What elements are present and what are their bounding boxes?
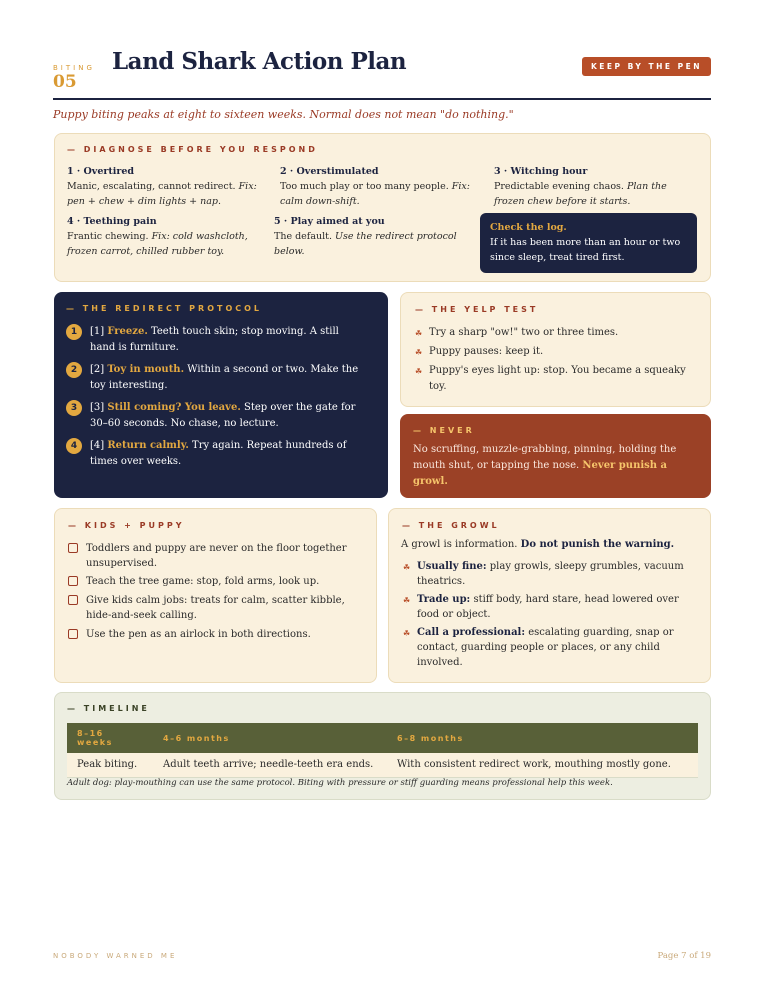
cause-title: 2 · Overstimulated bbox=[280, 166, 379, 177]
check-log-callout bbox=[480, 213, 697, 273]
timeline-footnote: Adult dog: play-mouthing can use the same protocol. Biting with pressure or stiff guarding means professional help this week. bbox=[67, 778, 613, 788]
paw-icon: ☘ bbox=[403, 629, 411, 638]
keep-badge: KEEP BY THE PEN bbox=[582, 57, 711, 76]
page-header bbox=[53, 48, 711, 100]
cause-title: 4 · Teething pain bbox=[67, 216, 157, 227]
yelp-item: ☘ Try a sharp "ow!" two or three times. bbox=[415, 325, 695, 341]
timeline-col-header: 4–6 months bbox=[153, 723, 387, 753]
paw-icon: ☘ bbox=[415, 348, 423, 357]
footer-page-number: Page 7 of 19 bbox=[657, 951, 711, 961]
kids-checklist-item: Use the pen as an airlock in both directions. bbox=[68, 627, 368, 642]
redirect-step-1: 1 [1] Freeze. Teeth touch skin; stop moving. A still hand is furniture. bbox=[66, 324, 366, 356]
paw-icon: ☘ bbox=[415, 367, 423, 376]
section-kicker: BITING bbox=[53, 64, 95, 72]
growl-heading: — THE GROWL bbox=[402, 521, 500, 530]
step-number: 3 bbox=[66, 400, 82, 416]
growl-intro: A growl is information. Do not punish the warning. bbox=[401, 539, 675, 550]
check-log-text: If it has been more than an hour or two since sleep, treat tired first. bbox=[490, 237, 681, 263]
checkbox-icon bbox=[68, 595, 78, 605]
checkbox-icon bbox=[68, 543, 78, 553]
never-card bbox=[400, 414, 711, 498]
page-subtitle: Puppy biting peaks at eight to sixteen weeks. Normal does not mean "do nothing." bbox=[53, 108, 514, 121]
cause-overtired: 1 · Overtired Manic, escalating, cannot redirect. Fix: pen + chew + dim lights + nap. bbox=[67, 164, 272, 209]
checkbox-icon bbox=[68, 629, 78, 639]
timeline-cell: With consistent redirect work, mouthing mostly gone. bbox=[387, 753, 698, 777]
diagnose-card bbox=[54, 133, 711, 282]
redirect-step-3: 3 [3] Still coming? You leave. Step over the gate for 30–60 seconds. No chase, no lecture. bbox=[66, 400, 366, 432]
growl-item: ☘ Trade up: stiff body, hard stare, head lowered over food or object. bbox=[403, 594, 679, 620]
redirect-heading: — THE REDIRECT PROTOCOL bbox=[66, 304, 263, 313]
growl-item: ☘ Call a professional: escalating guarding, snap or contact, guarding people or places, or any child involved. bbox=[403, 627, 674, 668]
growl-item: ☘ Usually fine: play growls, sleepy grumbles, vacuum theatrics. bbox=[403, 561, 684, 587]
timeline-cell: Adult teeth arrive; needle-teeth era ends. bbox=[153, 753, 387, 777]
paw-icon: ☘ bbox=[403, 596, 411, 605]
kids-checklist-item: Toddlers and puppy are never on the floor together unsupervised. bbox=[68, 541, 368, 571]
timeline-heading: — TIMELINE bbox=[67, 704, 150, 713]
cause-overstimulated: 2 · Overstimulated Too much play or too many people. Fix: calm down-shift. bbox=[280, 164, 488, 209]
kids-heading: — KIDS + PUPPY bbox=[68, 521, 185, 530]
page-title: Land Shark Action Plan bbox=[112, 48, 407, 75]
step-number: 1 bbox=[66, 324, 82, 340]
redirect-step-4: 4 [4] Return calmly. Try again. Repeat hundreds of times over weeks. bbox=[66, 438, 366, 470]
cause-witching-hour: 3 · Witching hour Predictable evening chaos. Plan the frozen chew before it starts. bbox=[494, 164, 699, 209]
cause-title: 5 · Play aimed at you bbox=[274, 216, 385, 227]
timeline-col-header: 8–16 weeks bbox=[67, 723, 153, 753]
kids-puppy-card bbox=[54, 508, 377, 683]
timeline-table bbox=[67, 723, 698, 778]
cause-title: 1 · Overtired bbox=[67, 166, 135, 177]
never-heading: — NEVER bbox=[413, 426, 475, 435]
yelp-item: ☘ Puppy's eyes light up: stop. You became a squeaky toy. bbox=[415, 365, 686, 392]
timeline-col-header: 6–8 months bbox=[387, 723, 698, 753]
cause-teething-pain: 4 · Teething pain Frantic chewing. Fix: cold washcloth, frozen carrot, chilled rubber toy. bbox=[67, 214, 272, 259]
timeline-header-row bbox=[67, 723, 698, 753]
section-number: 05 bbox=[53, 72, 77, 92]
redirect-step-2: 2 [2] Toy in mouth. Within a second or two. Make the toy interesting. bbox=[66, 362, 366, 394]
kids-checklist-item: Teach the tree game: stop, fold arms, look up. bbox=[68, 574, 368, 589]
diagnose-heading: — DIAGNOSE BEFORE YOU RESPOND bbox=[67, 145, 318, 154]
table-row bbox=[67, 753, 698, 777]
checkbox-icon bbox=[68, 576, 78, 586]
step-number: 4 bbox=[66, 438, 82, 454]
cause-play-aimed: 5 · Play aimed at you The default. Use the redirect protocol below. bbox=[274, 214, 469, 259]
yelp-heading: — THE YELP TEST bbox=[415, 305, 539, 314]
growl-card bbox=[388, 508, 711, 683]
yelp-test-card bbox=[400, 292, 711, 407]
kids-checklist-item: Give kids calm jobs: treats for calm, scatter kibble, hide-and-seek calling. bbox=[68, 593, 368, 623]
never-text: No scruffing, muzzle-grabbing, pinning, holding the mouth shut, or tapping the nose. Never punish a growl. bbox=[413, 444, 677, 487]
cause-title: 3 · Witching hour bbox=[494, 166, 588, 177]
paw-icon: ☘ bbox=[415, 329, 423, 338]
check-log-title: Check the log. bbox=[490, 222, 567, 233]
paw-icon: ☘ bbox=[403, 563, 411, 572]
yelp-item: ☘ Puppy pauses: keep it. bbox=[415, 344, 695, 360]
timeline-card bbox=[54, 692, 711, 800]
timeline-cell: Peak biting. bbox=[67, 753, 153, 777]
step-number: 2 bbox=[66, 362, 82, 378]
redirect-card bbox=[54, 292, 388, 498]
footer-book-title: NOBODY WARNED ME bbox=[53, 952, 178, 960]
